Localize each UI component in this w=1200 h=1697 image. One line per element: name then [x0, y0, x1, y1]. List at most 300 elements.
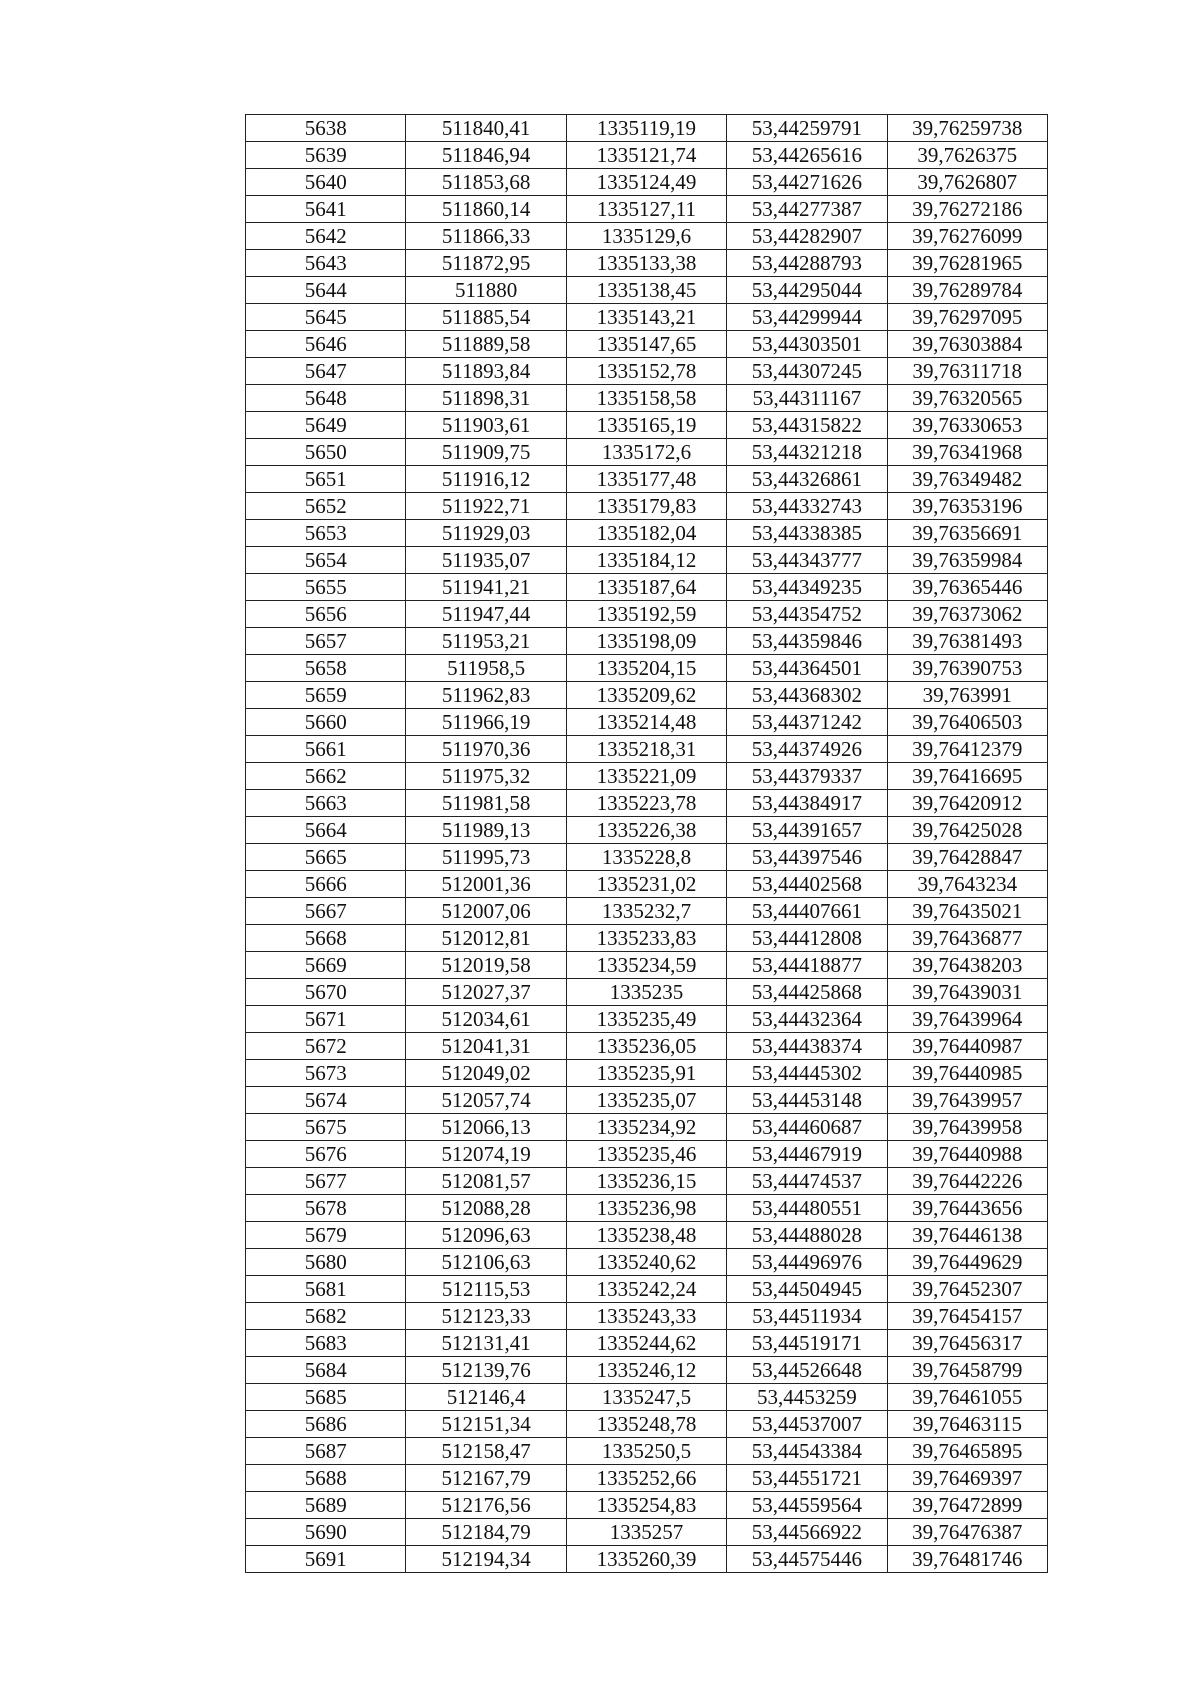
- longitude-cell: 39,76436877: [887, 925, 1047, 952]
- latitude-cell: 53,44259791: [727, 115, 887, 142]
- latitude-cell: 53,44307245: [727, 358, 887, 385]
- x-coordinate-cell: 511941,21: [406, 574, 566, 601]
- y-coordinate-cell: 1335250,5: [566, 1438, 726, 1465]
- x-coordinate-cell: 511966,19: [406, 709, 566, 736]
- y-coordinate-cell: 1335244,62: [566, 1330, 726, 1357]
- point-number-cell: 5685: [246, 1384, 406, 1411]
- table-row: [246, 223, 1048, 250]
- point-number-cell: 5681: [246, 1276, 406, 1303]
- table-row: [246, 682, 1048, 709]
- point-number-cell: 5650: [246, 439, 406, 466]
- latitude-cell: 53,44315822: [727, 412, 887, 439]
- latitude-cell: 53,44559564: [727, 1492, 887, 1519]
- point-number-cell: 5686: [246, 1411, 406, 1438]
- table-row: [246, 925, 1048, 952]
- latitude-cell: 53,44526648: [727, 1357, 887, 1384]
- table-row: [246, 1465, 1048, 1492]
- point-number-cell: 5644: [246, 277, 406, 304]
- y-coordinate-cell: 1335129,6: [566, 223, 726, 250]
- y-coordinate-cell: 1335238,48: [566, 1222, 726, 1249]
- table-row: [246, 1033, 1048, 1060]
- longitude-cell: 39,76359984: [887, 547, 1047, 574]
- longitude-cell: 39,76381493: [887, 628, 1047, 655]
- x-coordinate-cell: 512049,02: [406, 1060, 566, 1087]
- table-row: [246, 952, 1048, 979]
- table-row: [246, 547, 1048, 574]
- x-coordinate-cell: 511909,75: [406, 439, 566, 466]
- longitude-cell: 39,76469397: [887, 1465, 1047, 1492]
- x-coordinate-cell: 512001,36: [406, 871, 566, 898]
- point-number-cell: 5652: [246, 493, 406, 520]
- table-row: [246, 169, 1048, 196]
- table-row: [246, 979, 1048, 1006]
- latitude-cell: 53,44371242: [727, 709, 887, 736]
- y-coordinate-cell: 1335209,62: [566, 682, 726, 709]
- longitude-cell: 39,76406503: [887, 709, 1047, 736]
- table-row: [246, 385, 1048, 412]
- longitude-cell: 39,76463115: [887, 1411, 1047, 1438]
- latitude-cell: 53,44438374: [727, 1033, 887, 1060]
- x-coordinate-cell: 511922,71: [406, 493, 566, 520]
- y-coordinate-cell: 1335172,6: [566, 439, 726, 466]
- point-number-cell: 5677: [246, 1168, 406, 1195]
- longitude-cell: 39,76425028: [887, 817, 1047, 844]
- longitude-cell: 39,76439958: [887, 1114, 1047, 1141]
- longitude-cell: 39,76481746: [887, 1546, 1047, 1573]
- table-row: [246, 358, 1048, 385]
- y-coordinate-cell: 1335179,83: [566, 493, 726, 520]
- latitude-cell: 53,44496976: [727, 1249, 887, 1276]
- longitude-cell: 39,76472899: [887, 1492, 1047, 1519]
- longitude-cell: 39,76440987: [887, 1033, 1047, 1060]
- longitude-cell: 39,76461055: [887, 1384, 1047, 1411]
- latitude-cell: 53,44432364: [727, 1006, 887, 1033]
- longitude-cell: 39,76289784: [887, 277, 1047, 304]
- x-coordinate-cell: 512066,13: [406, 1114, 566, 1141]
- x-coordinate-cell: 511981,58: [406, 790, 566, 817]
- table-row: [246, 655, 1048, 682]
- x-coordinate-cell: 511880: [406, 277, 566, 304]
- longitude-cell: 39,7643234: [887, 871, 1047, 898]
- y-coordinate-cell: 1335248,78: [566, 1411, 726, 1438]
- x-coordinate-cell: 512123,33: [406, 1303, 566, 1330]
- longitude-cell: 39,76259738: [887, 115, 1047, 142]
- latitude-cell: 53,44326861: [727, 466, 887, 493]
- y-coordinate-cell: 1335184,12: [566, 547, 726, 574]
- latitude-cell: 53,44303501: [727, 331, 887, 358]
- table-row: [246, 520, 1048, 547]
- point-number-cell: 5651: [246, 466, 406, 493]
- x-coordinate-cell: 512146,4: [406, 1384, 566, 1411]
- y-coordinate-cell: 1335243,33: [566, 1303, 726, 1330]
- longitude-cell: 39,76443656: [887, 1195, 1047, 1222]
- longitude-cell: 39,76449629: [887, 1249, 1047, 1276]
- table-row: [246, 871, 1048, 898]
- point-number-cell: 5653: [246, 520, 406, 547]
- table-row: [246, 1060, 1048, 1087]
- longitude-cell: 39,76452307: [887, 1276, 1047, 1303]
- y-coordinate-cell: 1335204,15: [566, 655, 726, 682]
- x-coordinate-cell: 512158,47: [406, 1438, 566, 1465]
- point-number-cell: 5672: [246, 1033, 406, 1060]
- latitude-cell: 53,44265616: [727, 142, 887, 169]
- latitude-cell: 53,44299944: [727, 304, 887, 331]
- latitude-cell: 53,44551721: [727, 1465, 887, 1492]
- longitude-cell: 39,76420912: [887, 790, 1047, 817]
- point-number-cell: 5647: [246, 358, 406, 385]
- x-coordinate-cell: 512019,58: [406, 952, 566, 979]
- x-coordinate-cell: 511853,68: [406, 169, 566, 196]
- longitude-cell: 39,76281965: [887, 250, 1047, 277]
- latitude-cell: 53,44418877: [727, 952, 887, 979]
- y-coordinate-cell: 1335214,48: [566, 709, 726, 736]
- latitude-cell: 53,44504945: [727, 1276, 887, 1303]
- table-row: [246, 1438, 1048, 1465]
- x-coordinate-cell: 512096,63: [406, 1222, 566, 1249]
- latitude-cell: 53,44321218: [727, 439, 887, 466]
- point-number-cell: 5687: [246, 1438, 406, 1465]
- coordinates-table-body: [246, 115, 1048, 1573]
- table-row: [246, 277, 1048, 304]
- y-coordinate-cell: 1335236,98: [566, 1195, 726, 1222]
- x-coordinate-cell: 511970,36: [406, 736, 566, 763]
- y-coordinate-cell: 1335165,19: [566, 412, 726, 439]
- table-row: [246, 493, 1048, 520]
- latitude-cell: 53,44384917: [727, 790, 887, 817]
- latitude-cell: 53,44445302: [727, 1060, 887, 1087]
- longitude-cell: 39,76446138: [887, 1222, 1047, 1249]
- table-row: [246, 736, 1048, 763]
- longitude-cell: 39,76440988: [887, 1141, 1047, 1168]
- x-coordinate-cell: 512184,79: [406, 1519, 566, 1546]
- table-row: [246, 1006, 1048, 1033]
- point-number-cell: 5642: [246, 223, 406, 250]
- y-coordinate-cell: 1335233,83: [566, 925, 726, 952]
- y-coordinate-cell: 1335127,11: [566, 196, 726, 223]
- table-row: [246, 1492, 1048, 1519]
- latitude-cell: 53,44453148: [727, 1087, 887, 1114]
- y-coordinate-cell: 1335228,8: [566, 844, 726, 871]
- latitude-cell: 53,44480551: [727, 1195, 887, 1222]
- y-coordinate-cell: 1335192,59: [566, 601, 726, 628]
- latitude-cell: 53,44338385: [727, 520, 887, 547]
- point-number-cell: 5645: [246, 304, 406, 331]
- x-coordinate-cell: 512194,34: [406, 1546, 566, 1573]
- latitude-cell: 53,44397546: [727, 844, 887, 871]
- table-row: [246, 1087, 1048, 1114]
- point-number-cell: 5648: [246, 385, 406, 412]
- y-coordinate-cell: 1335257: [566, 1519, 726, 1546]
- y-coordinate-cell: 1335235,07: [566, 1087, 726, 1114]
- y-coordinate-cell: 1335254,83: [566, 1492, 726, 1519]
- x-coordinate-cell: 511947,44: [406, 601, 566, 628]
- latitude-cell: 53,44271626: [727, 169, 887, 196]
- point-number-cell: 5667: [246, 898, 406, 925]
- y-coordinate-cell: 1335260,39: [566, 1546, 726, 1573]
- y-coordinate-cell: 1335218,31: [566, 736, 726, 763]
- y-coordinate-cell: 1335121,74: [566, 142, 726, 169]
- point-number-cell: 5671: [246, 1006, 406, 1033]
- point-number-cell: 5691: [246, 1546, 406, 1573]
- longitude-cell: 39,76439964: [887, 1006, 1047, 1033]
- y-coordinate-cell: 1335152,78: [566, 358, 726, 385]
- point-number-cell: 5659: [246, 682, 406, 709]
- table-row: [246, 763, 1048, 790]
- x-coordinate-cell: 511898,31: [406, 385, 566, 412]
- point-number-cell: 5655: [246, 574, 406, 601]
- longitude-cell: 39,76320565: [887, 385, 1047, 412]
- table-row: [246, 628, 1048, 655]
- y-coordinate-cell: 1335231,02: [566, 871, 726, 898]
- longitude-cell: 39,76439957: [887, 1087, 1047, 1114]
- x-coordinate-cell: 511893,84: [406, 358, 566, 385]
- x-coordinate-cell: 511975,32: [406, 763, 566, 790]
- y-coordinate-cell: 1335147,65: [566, 331, 726, 358]
- x-coordinate-cell: 511846,94: [406, 142, 566, 169]
- table-row: [246, 817, 1048, 844]
- longitude-cell: 39,76353196: [887, 493, 1047, 520]
- y-coordinate-cell: 1335235: [566, 979, 726, 1006]
- point-number-cell: 5670: [246, 979, 406, 1006]
- point-number-cell: 5663: [246, 790, 406, 817]
- table-row: [246, 1168, 1048, 1195]
- point-number-cell: 5675: [246, 1114, 406, 1141]
- point-number-cell: 5658: [246, 655, 406, 682]
- point-number-cell: 5661: [246, 736, 406, 763]
- longitude-cell: 39,76272186: [887, 196, 1047, 223]
- x-coordinate-cell: 512007,06: [406, 898, 566, 925]
- point-number-cell: 5673: [246, 1060, 406, 1087]
- latitude-cell: 53,44349235: [727, 574, 887, 601]
- latitude-cell: 53,44354752: [727, 601, 887, 628]
- x-coordinate-cell: 512115,53: [406, 1276, 566, 1303]
- latitude-cell: 53,44519171: [727, 1330, 887, 1357]
- latitude-cell: 53,44488028: [727, 1222, 887, 1249]
- latitude-cell: 53,44474537: [727, 1168, 887, 1195]
- y-coordinate-cell: 1335247,5: [566, 1384, 726, 1411]
- longitude-cell: 39,76311718: [887, 358, 1047, 385]
- longitude-cell: 39,76454157: [887, 1303, 1047, 1330]
- table-row: [246, 1141, 1048, 1168]
- table-row: [246, 844, 1048, 871]
- table-row: [246, 790, 1048, 817]
- latitude-cell: 53,44566922: [727, 1519, 887, 1546]
- point-number-cell: 5665: [246, 844, 406, 871]
- longitude-cell: 39,76341968: [887, 439, 1047, 466]
- x-coordinate-cell: 512139,76: [406, 1357, 566, 1384]
- point-number-cell: 5643: [246, 250, 406, 277]
- table-row: [246, 466, 1048, 493]
- y-coordinate-cell: 1335143,21: [566, 304, 726, 331]
- longitude-cell: 39,76349482: [887, 466, 1047, 493]
- y-coordinate-cell: 1335242,24: [566, 1276, 726, 1303]
- y-coordinate-cell: 1335158,58: [566, 385, 726, 412]
- table-row: [246, 304, 1048, 331]
- latitude-cell: 53,4453259: [727, 1384, 887, 1411]
- point-number-cell: 5662: [246, 763, 406, 790]
- table-row: [246, 1546, 1048, 1573]
- longitude-cell: 39,7626375: [887, 142, 1047, 169]
- table-row: [246, 1384, 1048, 1411]
- longitude-cell: 39,763991: [887, 682, 1047, 709]
- longitude-cell: 39,76416695: [887, 763, 1047, 790]
- point-number-cell: 5646: [246, 331, 406, 358]
- y-coordinate-cell: 1335235,49: [566, 1006, 726, 1033]
- x-coordinate-cell: 512074,19: [406, 1141, 566, 1168]
- y-coordinate-cell: 1335234,92: [566, 1114, 726, 1141]
- point-number-cell: 5639: [246, 142, 406, 169]
- latitude-cell: 53,44343777: [727, 547, 887, 574]
- point-number-cell: 5676: [246, 1141, 406, 1168]
- x-coordinate-cell: 511860,14: [406, 196, 566, 223]
- point-number-cell: 5657: [246, 628, 406, 655]
- longitude-cell: 39,76438203: [887, 952, 1047, 979]
- latitude-cell: 53,44282907: [727, 223, 887, 250]
- table-row: [246, 115, 1048, 142]
- longitude-cell: 39,76440985: [887, 1060, 1047, 1087]
- table-row: [246, 1303, 1048, 1330]
- table-row: [246, 412, 1048, 439]
- point-number-cell: 5682: [246, 1303, 406, 1330]
- x-coordinate-cell: 511866,33: [406, 223, 566, 250]
- longitude-cell: 39,76390753: [887, 655, 1047, 682]
- table-row: [246, 1276, 1048, 1303]
- y-coordinate-cell: 1335240,62: [566, 1249, 726, 1276]
- point-number-cell: 5638: [246, 115, 406, 142]
- latitude-cell: 53,44368302: [727, 682, 887, 709]
- table-row: [246, 439, 1048, 466]
- point-number-cell: 5640: [246, 169, 406, 196]
- x-coordinate-cell: 512081,57: [406, 1168, 566, 1195]
- y-coordinate-cell: 1335252,66: [566, 1465, 726, 1492]
- y-coordinate-cell: 1335182,04: [566, 520, 726, 547]
- latitude-cell: 53,44537007: [727, 1411, 887, 1438]
- point-number-cell: 5660: [246, 709, 406, 736]
- y-coordinate-cell: 1335223,78: [566, 790, 726, 817]
- longitude-cell: 39,76458799: [887, 1357, 1047, 1384]
- latitude-cell: 53,44575446: [727, 1546, 887, 1573]
- latitude-cell: 53,44332743: [727, 493, 887, 520]
- table-row: [246, 1222, 1048, 1249]
- x-coordinate-cell: 511889,58: [406, 331, 566, 358]
- longitude-cell: 39,76435021: [887, 898, 1047, 925]
- point-number-cell: 5641: [246, 196, 406, 223]
- x-coordinate-cell: 511958,5: [406, 655, 566, 682]
- point-number-cell: 5669: [246, 952, 406, 979]
- x-coordinate-cell: 512167,79: [406, 1465, 566, 1492]
- table-row: [246, 1114, 1048, 1141]
- x-coordinate-cell: 512057,74: [406, 1087, 566, 1114]
- longitude-cell: 39,76439031: [887, 979, 1047, 1006]
- x-coordinate-cell: 511916,12: [406, 466, 566, 493]
- point-number-cell: 5656: [246, 601, 406, 628]
- latitude-cell: 53,44511934: [727, 1303, 887, 1330]
- point-number-cell: 5680: [246, 1249, 406, 1276]
- longitude-cell: 39,76276099: [887, 223, 1047, 250]
- x-coordinate-cell: 512131,41: [406, 1330, 566, 1357]
- longitude-cell: 39,76373062: [887, 601, 1047, 628]
- latitude-cell: 53,44460687: [727, 1114, 887, 1141]
- longitude-cell: 39,76428847: [887, 844, 1047, 871]
- latitude-cell: 53,44288793: [727, 250, 887, 277]
- x-coordinate-cell: 512106,63: [406, 1249, 566, 1276]
- longitude-cell: 39,76356691: [887, 520, 1047, 547]
- y-coordinate-cell: 1335198,09: [566, 628, 726, 655]
- x-coordinate-cell: 511885,54: [406, 304, 566, 331]
- longitude-cell: 39,76465895: [887, 1438, 1047, 1465]
- latitude-cell: 53,44311167: [727, 385, 887, 412]
- table-row: [246, 250, 1048, 277]
- y-coordinate-cell: 1335235,91: [566, 1060, 726, 1087]
- x-coordinate-cell: 511989,13: [406, 817, 566, 844]
- table-row: [246, 1411, 1048, 1438]
- x-coordinate-cell: 512176,56: [406, 1492, 566, 1519]
- x-coordinate-cell: 511872,95: [406, 250, 566, 277]
- point-number-cell: 5654: [246, 547, 406, 574]
- point-number-cell: 5664: [246, 817, 406, 844]
- y-coordinate-cell: 1335124,49: [566, 169, 726, 196]
- x-coordinate-cell: 512027,37: [406, 979, 566, 1006]
- x-coordinate-cell: 511962,83: [406, 682, 566, 709]
- longitude-cell: 39,76303884: [887, 331, 1047, 358]
- y-coordinate-cell: 1335138,45: [566, 277, 726, 304]
- y-coordinate-cell: 1335133,38: [566, 250, 726, 277]
- y-coordinate-cell: 1335234,59: [566, 952, 726, 979]
- latitude-cell: 53,44364501: [727, 655, 887, 682]
- latitude-cell: 53,44543384: [727, 1438, 887, 1465]
- y-coordinate-cell: 1335246,12: [566, 1357, 726, 1384]
- x-coordinate-cell: 511840,41: [406, 115, 566, 142]
- table-row: [246, 1330, 1048, 1357]
- x-coordinate-cell: 512151,34: [406, 1411, 566, 1438]
- table-row: [246, 709, 1048, 736]
- x-coordinate-cell: 512088,28: [406, 1195, 566, 1222]
- longitude-cell: 39,7626807: [887, 169, 1047, 196]
- y-coordinate-cell: 1335177,48: [566, 466, 726, 493]
- point-number-cell: 5684: [246, 1357, 406, 1384]
- point-number-cell: 5689: [246, 1492, 406, 1519]
- point-number-cell: 5679: [246, 1222, 406, 1249]
- y-coordinate-cell: 1335187,64: [566, 574, 726, 601]
- x-coordinate-cell: 511903,61: [406, 412, 566, 439]
- latitude-cell: 53,44359846: [727, 628, 887, 655]
- point-number-cell: 5674: [246, 1087, 406, 1114]
- table-row: [246, 196, 1048, 223]
- table-row: [246, 1195, 1048, 1222]
- coordinates-table: [245, 114, 1048, 1573]
- point-number-cell: 5690: [246, 1519, 406, 1546]
- longitude-cell: 39,76297095: [887, 304, 1047, 331]
- latitude-cell: 53,44374926: [727, 736, 887, 763]
- y-coordinate-cell: 1335119,19: [566, 115, 726, 142]
- point-number-cell: 5666: [246, 871, 406, 898]
- longitude-cell: 39,76330653: [887, 412, 1047, 439]
- table-row: [246, 142, 1048, 169]
- x-coordinate-cell: 511995,73: [406, 844, 566, 871]
- latitude-cell: 53,44412808: [727, 925, 887, 952]
- table-row: [246, 1519, 1048, 1546]
- table-row: [246, 331, 1048, 358]
- y-coordinate-cell: 1335236,15: [566, 1168, 726, 1195]
- y-coordinate-cell: 1335235,46: [566, 1141, 726, 1168]
- x-coordinate-cell: 512034,61: [406, 1006, 566, 1033]
- y-coordinate-cell: 1335226,38: [566, 817, 726, 844]
- latitude-cell: 53,44467919: [727, 1141, 887, 1168]
- longitude-cell: 39,76442226: [887, 1168, 1047, 1195]
- point-number-cell: 5678: [246, 1195, 406, 1222]
- longitude-cell: 39,76365446: [887, 574, 1047, 601]
- x-coordinate-cell: 512012,81: [406, 925, 566, 952]
